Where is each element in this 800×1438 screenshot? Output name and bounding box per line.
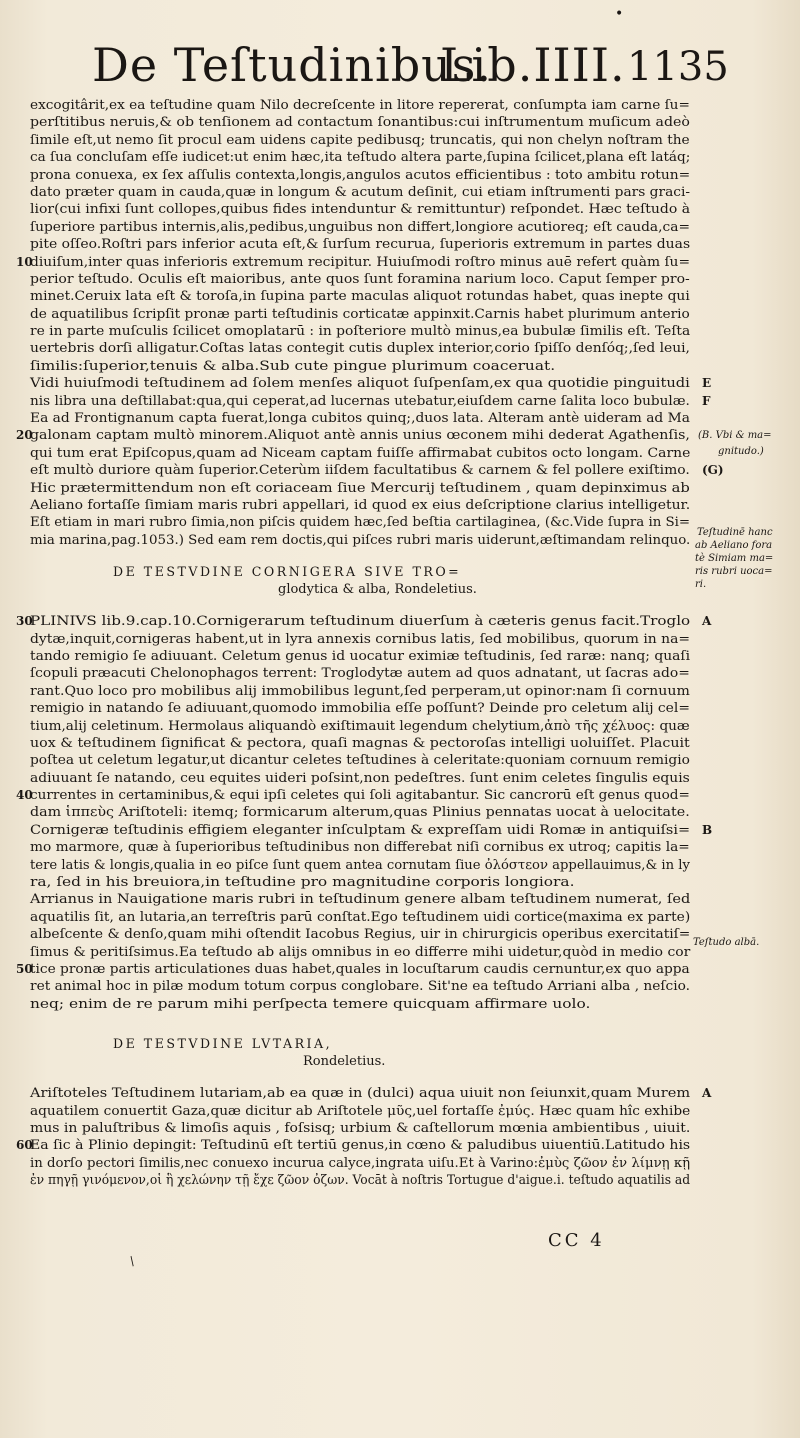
- ink-mark: /: [126, 1253, 138, 1269]
- text-section-3: [16, 1085, 780, 1189]
- line-text: tium,alij celetinum. Hermolaus aliquandò exiſtimauit legendum chelytium,ἀπὸ τῆς χέλυος: quæ: [30, 718, 690, 734]
- line-text: Aeliano fortaſſe ſimiam maris rubri appellari, id quod ex eius deſcriptione clarius intelligetur.: [30, 497, 691, 513]
- line-text: rant.Quo loco pro mobilibus alij immobilibus legunt,ſed perperam,ut opinor:nam ſi cornuum: [30, 683, 690, 699]
- margin-letter: (G): [702, 463, 724, 478]
- section-heading: DE TESTVDINE CORNIGERA SIVE TRO=: [113, 564, 462, 580]
- text-line: [28, 514, 780, 531]
- line-text: perſtitibus neruis,& ob tenſionem ad contactum ſonantibus:cui inſtrumentum muſicum adeò: [30, 115, 690, 131]
- line-number: 40: [16, 788, 33, 803]
- text-line: [28, 770, 780, 787]
- text-line: [16, 787, 780, 804]
- section-heading: DE TESTVDINE LVTARIA,: [113, 1036, 333, 1052]
- line-text: ſimile eſt,ut nemo ſit procul eam uidens capite pedibusq; truncatis, qui non chelyn noſtram the: [30, 132, 690, 148]
- text-line: [28, 944, 780, 961]
- line-text: Ea ad Frontignanum capta fuerat,longa cubitos quinq;,duos lata. Alteram antè uideram ad Ma: [30, 411, 691, 427]
- line-text: ſimus & peritiſsimus.Ea teſtudo ab alijs omnibus in eo differre mihi uidetur,quòd in medio cor: [30, 944, 691, 960]
- signature-mark: CC 4: [548, 1230, 605, 1251]
- text-line: [28, 149, 780, 166]
- line-text: PLINIVS lib.9.cap.10.Cornigerarum teſtudinum diuerſum à cæteris genus facit.Troglo: [30, 614, 691, 630]
- text-line: [28, 752, 780, 769]
- margin-letter: B: [702, 822, 713, 837]
- text-line: [28, 497, 780, 514]
- line-text: dytæ,inquit,cornigeras habent,ut in lyra annexis cornibus latis, ſed mobilibus, quorum in na=: [30, 631, 691, 647]
- line-text: Ariſtoteles Teſtudinem lutariam,ab ea quæ in (dulci) aqua uiuit non ſeiunxit,quam Murem: [30, 1086, 691, 1102]
- text-line: [28, 167, 780, 184]
- line-text: minet.Ceruix lata eſt & toroſa,in ſupina parte maculas aliquot rotundas habet, quas inepte qui: [30, 289, 690, 305]
- line-text: neq; enim de re parum mihi perſpecta temere quicquam affirmare uolo.: [30, 996, 591, 1012]
- text-line: [28, 909, 780, 926]
- margin-note: Teſtudinē hanc: [697, 527, 773, 538]
- line-text: ſcopuli præacuti Chelonophagos terrent: Troglodytæ autem ad quos adnatant, ut ſacras ado=: [30, 666, 690, 682]
- text-line: [28, 735, 780, 752]
- line-text: aquatilem conuertit Gaza,quæ dicitur ab Ariſtotele μῦς,uel fortaſſe ἐμύς. Hæc quam hîc exhibe: [30, 1103, 691, 1119]
- line-text: remigio in natando ſe adiuuant,quomodo immobilia eſſe poſſunt? Deinde pro celetum alij cel=: [30, 701, 690, 717]
- line-text: Hic prætermittendum non eſt coriaceam ſiue Mercurij teſtudinem , quam depinximus ab: [30, 480, 690, 496]
- margin-note: (B. Vbi & ma=: [698, 430, 772, 441]
- text-line: [28, 114, 780, 131]
- text-line: [28, 271, 780, 288]
- text-line: [16, 1137, 780, 1154]
- ink-dot: •: [615, 6, 624, 22]
- text-line: [28, 1155, 780, 1172]
- text-line: [28, 1120, 780, 1137]
- text-line: [28, 219, 780, 236]
- text-line: [28, 822, 780, 839]
- line-text: Vidi huiuſmodi teſtudinem ad ſolem menſes aliquot ſuſpenſam,ex qua quotidie pinguitudi: [30, 376, 690, 392]
- line-text: uertebris dorſi alligatur.Coſtas latas contegit cutis duplex interior,corio ſpiſſo denſóq;,ſed leui,: [30, 341, 690, 357]
- line-text: mia marina,pag.1053.) Sed eam rem doctis,qui piſces rubri maris uiderunt,æſtimandam relinquo.: [30, 532, 691, 548]
- text-line: [28, 393, 780, 410]
- text-line: [28, 665, 780, 682]
- line-number: 30: [16, 614, 33, 629]
- margin-note: Teſtudo albā.: [693, 937, 760, 948]
- line-text: poſtea ut celetum legatur,ut dicantur celetes teſtudines à celeritate:quoniam cornuum remigio: [30, 753, 690, 769]
- line-text: lior(cui infixi ſunt collopes,quibus fides intenduntur & remittuntur) reſpondet. Hæc teſtudo à: [30, 202, 691, 218]
- section-subheading: Rondeletius.: [303, 1054, 386, 1070]
- running-header: [92, 38, 729, 98]
- line-text: qui tum erat Epiſcopus,quam ad Niceam captam fuiſſe affirmabat cubitos octo longam. Carne: [30, 445, 691, 461]
- text-line: [28, 358, 780, 375]
- text-line: [28, 1103, 780, 1120]
- text-line: [28, 839, 780, 856]
- margin-letter: A: [702, 1086, 712, 1101]
- margin-note: ri.: [695, 579, 707, 590]
- text-line: [28, 978, 780, 995]
- line-text: pite oſſeo.Roſtri pars inferior acuta eſt,& ſurſum recurua, ſuperioris extremum in partes duas: [30, 237, 691, 253]
- line-text: ret animal hoc in pilæ modum totum corpus conglobare. Sit'ne ea teſtudo Arriani alba , neſcio.: [30, 979, 690, 995]
- text-line: [28, 891, 780, 908]
- margin-letter: A: [702, 614, 712, 629]
- line-text: perior teſtudo. Oculis eſt maioribus, ante quos ſunt foramina narium loco. Caput ſemper pro-: [30, 271, 690, 287]
- line-text: aquatilis ſit, an lutaria,an terreſtris parū conſtat.Ego teſtudinem uidi cortice(maxima ex parte): [30, 909, 691, 925]
- text-line: [16, 613, 780, 630]
- text-line: [28, 648, 780, 665]
- line-text: Arrianus in Nauigatione maris rubri in teſtudinum genere albam teſtudinem numerat, ſed: [30, 892, 691, 908]
- line-text: ra, ſed in his breuiora,in teſtudine pro magnitudine corporis longiora.: [30, 875, 575, 891]
- text-line: [16, 254, 780, 271]
- text-line: [28, 874, 780, 891]
- text-line: [16, 961, 780, 978]
- header-title: De Teſtudinibus.: [92, 38, 492, 92]
- line-text: ſuperiore partibus internis,alis,pedibus,unguibus non differt,longiore acutioreq; eſt cauda,ca=: [30, 219, 691, 235]
- text-line: [28, 1172, 780, 1189]
- line-text: Cornigeræ teſtudinis effigiem eleganter inſculptam & expreſſam uidi Romæ in antiquiſsi=: [30, 822, 691, 838]
- page-number: 1135: [627, 44, 729, 90]
- margin-letter: E: [702, 376, 712, 391]
- text-line: [28, 532, 780, 549]
- line-text: Ea ſic à Plinio depingit: Teſtudinū eſt tertiū genus,in cœno & paludibus uiuentiū.Latitudo his: [30, 1138, 691, 1154]
- line-text: tice pronæ partis articulationes duas habet,quales in locuſtarum caudis cernuntur,ex quo appa: [30, 961, 690, 977]
- line-text: prona conuexa, ex ſex aſſulis contexta,longis,angulos acutos efficientibus : toto ambitu rotun=: [30, 167, 691, 183]
- text-line: [28, 201, 780, 218]
- line-text: ἐν πηγῇ γινόμενον,οἱ ἣ χελώνην τῇ ἔχε ζῶον ὀζων. Vocāt à noſtris Tortugue d'aigue.i. teſtudo aquatilis ad: [30, 1173, 691, 1189]
- text-line: [28, 462, 780, 479]
- text-line: [28, 480, 780, 497]
- text-line: [28, 306, 780, 323]
- line-text: mo marmore, quæ à ſuperioribus teſtudinibus non differebat niſi cornibus ex utroq; capitis la=: [30, 840, 690, 856]
- line-text: dam ἱππεὺς Ariſtoteli: itemq; formicarum alterum,quas Plinius pennatas uocat à uelocitate.: [30, 805, 690, 821]
- text-line: [28, 926, 780, 943]
- text-line: [28, 375, 780, 392]
- line-text: nis libra una deſtillabat:qua,qui ceperat,ad lucernas utebatur,eiuſdem carne ſalita loco bubulæ.: [30, 393, 690, 409]
- line-text: excogitârit,ex ea teſtudine quam Nilo decreſcente in litore repererat, conſumpta iam carne ſu=: [30, 98, 690, 113]
- line-text: tando remigio ſe adiuuant. Celetum genus id uocatur eximiæ teſtudinis, ſed raræ: nanq; quaſi: [30, 648, 691, 664]
- margin-note: tè Simiam ma=: [695, 553, 774, 564]
- line-text: galonam captam multò minorem.Aliquot antè annis unius œconem mihi dederat Agathenſis,: [30, 428, 690, 444]
- text-line: [28, 683, 780, 700]
- header-book: Lib.IIII.: [440, 38, 626, 92]
- text-line: [28, 132, 780, 149]
- line-number: 10: [16, 254, 33, 269]
- line-number: 20: [16, 428, 33, 443]
- line-text: re in parte muſculis ſcilicet omoplatarū : in poſteriore multò minus,ea bubulæ ſimilis eſt. Teſta: [30, 324, 691, 340]
- margin-note: gnitudo.): [718, 446, 764, 457]
- line-text: in dorſo pectori ſimilis,nec conuexo incurua calyce,ingrata uiſu.Et à Varino:ἐμὺς ζῶον ἐν λίμνῃ κῇ: [30, 1155, 691, 1171]
- text-line: [28, 700, 780, 717]
- line-number: 60: [16, 1138, 33, 1153]
- text-line: [28, 1085, 780, 1102]
- text-section-2: [16, 613, 780, 1013]
- text-line: [16, 427, 780, 444]
- margin-note: ris rubri uoca=: [695, 566, 773, 577]
- line-text: tere latis & longis,qualia in eo piſce ſunt quem antea cornutam ſiue ὀλόστεον appellauimus,& in ly: [30, 857, 690, 873]
- text-line: [28, 97, 780, 114]
- line-text: adiuuant ſe natando, ceu equites uideri poſsint,non pedeſtres. ſunt enim celetes ſingulis equis: [30, 770, 690, 786]
- margin-letter: F: [702, 393, 711, 408]
- text-line: [28, 410, 780, 427]
- text-line: [28, 445, 780, 462]
- text-line: [28, 184, 780, 201]
- line-text: Eſt etiam in mari rubro ſimia,non piſcis quidem hæc,ſed beſtia cartilaginea, (&c.Vide ſupra in Si=: [30, 515, 691, 531]
- text-line: [28, 631, 780, 648]
- line-text: dato præter quam in cauda,quæ in longum & acutum deſinit, cui etiam inſtrumenti pars graci-: [30, 184, 691, 200]
- line-text: albeſcente & denſo,quam mihi oſtendit Iacobus Regius, uir in chirurgicis operibus exercitatiſ=: [30, 927, 691, 943]
- section-subheading: glodytica & alba, Rondeletius.: [278, 582, 477, 598]
- text-line: [28, 236, 780, 253]
- line-text: mus in paluſtribus & limoſis aquis , foſsisq; urbium & caſtellorum mœnia ambientibus , uiuit.: [30, 1120, 691, 1136]
- text-line: [28, 323, 780, 340]
- text-line: [28, 718, 780, 735]
- text-line: [28, 288, 780, 305]
- line-text: ſimilis:ſuperior,tenuis & alba.Sub cute pingue plurimum coaceruat.: [30, 358, 556, 374]
- text-block: [16, 97, 780, 1189]
- line-number: 50: [16, 961, 33, 976]
- line-text: uox & teſtudinem ſignificat & pectora, quaſi magnas & pectoroſas intelligi uoluiſſet. Placuit: [30, 735, 690, 751]
- text-section-1: [16, 97, 780, 549]
- line-text: de aquatilibus ſcripſit pronæ parti teſtudinis corticatæ appinxit.Carnis habet plurimum anterio: [30, 306, 690, 322]
- text-line: [28, 340, 780, 357]
- text-line: [28, 804, 780, 821]
- text-line: [28, 857, 780, 874]
- line-text: currentes in certaminibus,& equi ipſi celetes qui ſoli agitabantur. Sic cancrorū eſt genus quod=: [30, 788, 690, 804]
- text-line: [28, 996, 780, 1013]
- line-text: diuiſum,inter quas inferioris extremum recipitur. Huiuſmodi roſtro minus auē refert quàm ſu=: [30, 254, 691, 270]
- margin-note: ab Aeliano fora: [695, 540, 773, 551]
- line-text: eſt multò duriore quàm ſuperior.Ceterùm iiſdem facultatibus & carnem & fel pollere exiſtimo.: [30, 463, 690, 479]
- line-text: ca ſua concluſam eſſe iudicet:ut enim hæc,ita teſtudo altera parte,ſupina ſcilicet,plana eſt latáq;: [30, 150, 691, 166]
